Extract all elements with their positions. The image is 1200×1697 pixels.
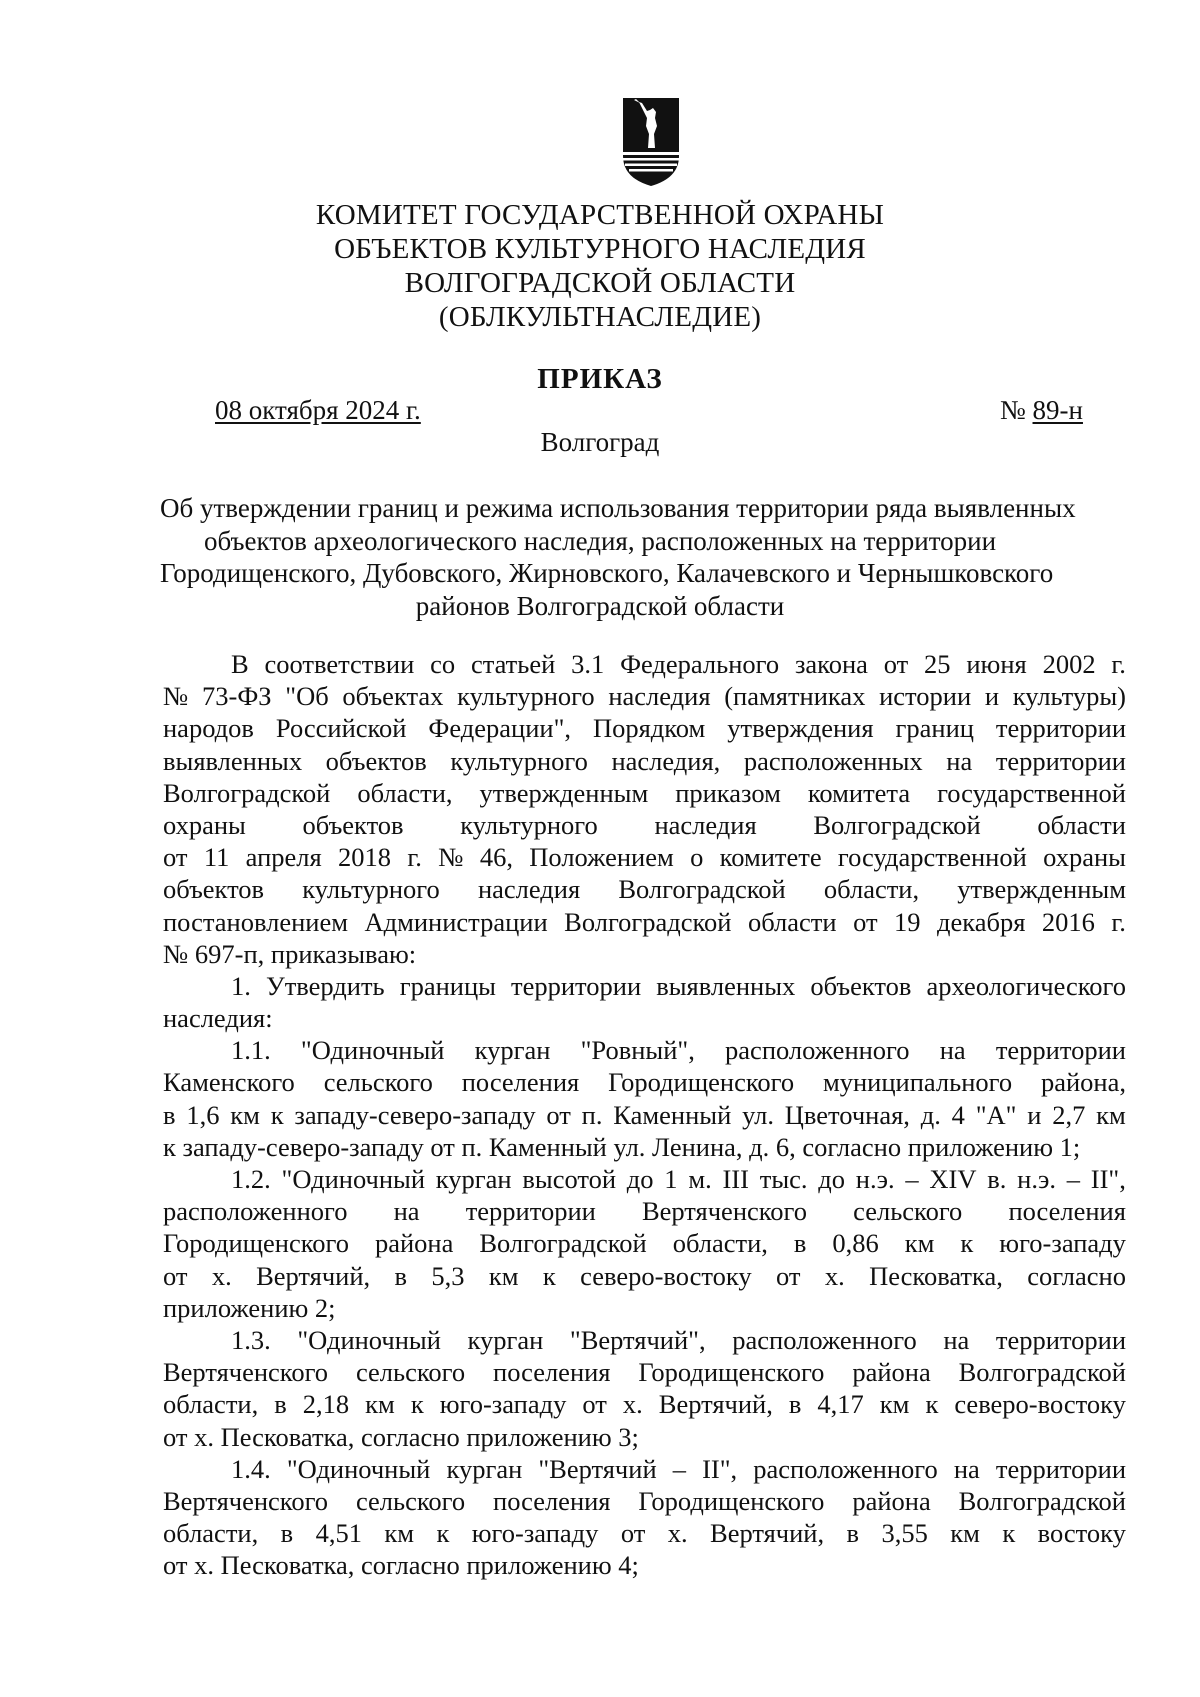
body-word: сельского	[355, 1357, 466, 1388]
body-word: наследия	[477, 874, 581, 905]
body-word: юго-западу	[471, 1518, 599, 1549]
body-line	[163, 906, 1126, 938]
body-word: "Одиночный	[286, 1453, 431, 1484]
body-word: 2002	[1042, 649, 1096, 679]
body-word: на	[953, 1453, 980, 1484]
body-word: объектов	[325, 745, 427, 776]
body-word: В	[231, 649, 249, 679]
body-word: 4	[951, 1099, 965, 1130]
body-word: закона	[794, 649, 868, 679]
body-word: о	[690, 842, 704, 873]
body-line	[163, 809, 1126, 841]
body-word: территории	[995, 713, 1126, 744]
body-word: ул.	[742, 1099, 774, 1130]
body-word: территории	[465, 1196, 596, 1227]
org-line: ОБЪЕКТОВ КУЛЬТУРНОГО НАСЛЕДИЯ	[334, 233, 866, 265]
body-word: комитете	[719, 842, 822, 873]
body-word: поселения	[493, 1357, 611, 1388]
body-word: выявленных	[163, 745, 303, 776]
body-word: –	[905, 1164, 919, 1194]
body-word: в	[163, 1099, 176, 1130]
body-word: к	[925, 1389, 939, 1420]
org-line: (ОБЛКУЛЬТНАСЛЕДИЕ)	[438, 301, 762, 333]
body-word: наследия	[608, 681, 711, 712]
body-word: п.	[581, 1099, 603, 1130]
body-word: н.э.	[1017, 1164, 1056, 1194]
body-word: 19	[894, 906, 921, 937]
body-word: к	[270, 1099, 284, 1130]
body-line	[163, 1099, 1126, 1131]
number-prefix: №	[1000, 395, 1033, 425]
body-word: статьей	[470, 649, 556, 679]
body-word: согласно	[1027, 1260, 1126, 1291]
body-word: территории	[511, 970, 642, 1001]
body-word: "Одиночный	[300, 1035, 445, 1066]
body-word: д.	[920, 1099, 941, 1130]
body-word: Волгоградской	[163, 777, 331, 808]
body-word: Песковатка,	[869, 1260, 1003, 1291]
body-word: района	[852, 1485, 931, 1516]
document-number	[1000, 394, 1083, 426]
body-word: Волгоградской	[618, 874, 786, 905]
body-word: г.	[1111, 649, 1126, 679]
body-word: объектов	[810, 970, 912, 1001]
body-word: на	[946, 745, 973, 776]
body-word: области	[1037, 809, 1126, 840]
body-word: км	[384, 1518, 415, 1549]
body-word: курган	[467, 1324, 544, 1355]
body-word: на	[393, 1196, 420, 1227]
body-word: государственной	[837, 842, 1027, 873]
body-word: до	[626, 1164, 654, 1194]
body-word: х.	[667, 1518, 688, 1549]
body-word: востоку	[1037, 1518, 1126, 1549]
body-word: 0,86	[832, 1228, 879, 1259]
body-word: высотой	[522, 1164, 617, 1194]
body-word: к	[436, 1518, 450, 1549]
body-word: тыс.	[759, 1164, 808, 1194]
body-word: от	[546, 1099, 571, 1130]
body-word: Цветочная,	[784, 1099, 910, 1130]
body-word: м.	[688, 1164, 712, 1194]
body-word: западу-северо-западу	[294, 1099, 536, 1130]
body-word: апреля	[245, 842, 322, 873]
body-word: Городищенского	[638, 1357, 825, 1388]
subject-line: Городищенского, Дубовского, Жирновского, Калачевского и Чернышковского	[160, 558, 1054, 588]
body-word: объектов	[302, 809, 404, 840]
body-word: 1.3.	[231, 1324, 271, 1355]
body-line	[163, 1356, 1126, 1388]
body-word: Положением	[529, 842, 674, 873]
body-word: расположенного	[725, 1035, 910, 1066]
body-word: –	[1066, 1164, 1080, 1194]
body-word: области,	[163, 1518, 259, 1549]
body-word: комитета	[807, 777, 911, 808]
body-word: границ	[895, 713, 974, 744]
body-word: к	[542, 1260, 556, 1291]
body-word: приказом	[675, 777, 781, 808]
body-word: района	[374, 1228, 454, 1259]
body-line: наследия:	[163, 1003, 273, 1034]
body-word: 5,3	[431, 1260, 465, 1291]
body-word: утверждения	[727, 713, 874, 744]
body-word: территории	[995, 745, 1126, 776]
body-word: Порядком	[592, 713, 706, 744]
body-word: Вертячий,	[658, 1389, 773, 1420]
body-word: истории	[879, 681, 972, 712]
body-word: Волгоградской	[564, 906, 732, 937]
body-word: 1.	[231, 970, 251, 1001]
body-word: сельского	[355, 1485, 466, 1516]
body-word: Волгоградской	[958, 1357, 1126, 1388]
body-word: расположенного	[163, 1196, 348, 1227]
body-word: расположенного	[753, 1453, 938, 1484]
body-word: северо-востоку	[580, 1260, 752, 1291]
body-word: к	[960, 1228, 974, 1259]
body-word: н.э.	[855, 1164, 895, 1194]
body-word: –	[672, 1453, 686, 1484]
body-word: области,	[672, 1228, 768, 1259]
body-word: охраны	[1043, 842, 1126, 873]
body-word: Российской	[275, 713, 407, 744]
number-value: 89-н	[1032, 395, 1083, 425]
body-word: 2,7	[1052, 1099, 1086, 1130]
body-word: км	[488, 1260, 519, 1291]
body-line	[163, 873, 1126, 905]
org-line: ВОЛГОГРАДСКОЙ ОБЛАСТИ	[404, 267, 796, 299]
body-word: июня	[966, 649, 1027, 679]
body-word: "Вертячий",	[569, 1324, 706, 1355]
body-word: Вертяченского	[163, 1357, 329, 1388]
body-word: муниципального	[822, 1067, 1013, 1098]
body-word: расположенного	[732, 1324, 917, 1355]
body-line	[163, 970, 1126, 1002]
body-word: г.	[407, 842, 422, 873]
body-word: Волгоградской	[479, 1228, 647, 1259]
body-word: области,	[823, 874, 920, 905]
body-word: поселения	[461, 1067, 580, 1098]
body-word: народов	[163, 713, 254, 744]
body-word: Утвердить	[265, 970, 385, 1001]
body-word: км	[879, 1389, 910, 1420]
body-word: XIV	[929, 1164, 977, 1194]
body-word: 46,	[479, 842, 513, 873]
body-word: района	[852, 1357, 931, 1388]
body-word: территории	[995, 1035, 1126, 1066]
body-line	[163, 1195, 1126, 1227]
body-line	[163, 1066, 1126, 1098]
body-word: 3,55	[881, 1518, 928, 1549]
body-word: области	[747, 906, 837, 937]
body-word: юго-западу	[439, 1389, 567, 1420]
body-word: 2018	[338, 842, 392, 873]
body-word: культурного	[450, 745, 588, 776]
body-word: 1.1.	[231, 1035, 271, 1066]
body-word: км	[904, 1228, 935, 1259]
body-word: от	[163, 1260, 188, 1291]
body-word: в	[394, 1260, 408, 1291]
document-city: Волгоград	[540, 427, 660, 457]
body-word: курган	[474, 1035, 551, 1066]
body-word: Городищенского	[163, 1228, 349, 1259]
body-word: территории	[995, 1324, 1126, 1355]
body-line	[163, 1163, 1126, 1195]
body-line	[163, 712, 1126, 744]
body-word: на	[939, 1035, 966, 1066]
body-word: территории	[995, 1453, 1126, 1484]
body-word: в	[280, 1518, 294, 1549]
subject-line: Об утверждении границ и режима использования территории ряда выявленных	[160, 493, 1076, 523]
body-line	[163, 1260, 1126, 1292]
body-word: и	[1027, 1099, 1042, 1130]
body-word: расположенных	[743, 745, 923, 776]
document-type: ПРИКАЗ	[537, 363, 663, 395]
body-line	[163, 777, 1126, 809]
body-line: приложению 2;	[163, 1292, 336, 1323]
body-line	[163, 648, 1126, 680]
body-word: 1	[664, 1164, 678, 1194]
body-word: декабря	[937, 906, 1026, 937]
body-line	[163, 1388, 1126, 1420]
body-word: Вертячий,	[710, 1518, 825, 1549]
subject-line: районов Волгоградской области	[415, 590, 785, 621]
body-word: утвержденным	[957, 874, 1126, 905]
body-line: от х. Песковатка, согласно приложению 3;	[163, 1421, 639, 1452]
body-word: км	[365, 1389, 395, 1420]
body-line: от х. Песковатка, согласно приложению 4;	[163, 1550, 639, 1581]
body-word: от	[163, 842, 188, 873]
body-line	[163, 841, 1126, 873]
body-word: II",	[702, 1453, 738, 1484]
body-word: Волгоградской	[958, 1485, 1126, 1516]
body-word: объектов	[163, 874, 265, 905]
body-word: выявленных	[656, 970, 796, 1001]
body-word: "Вертячий	[538, 1453, 657, 1484]
body-word: наследия	[654, 809, 757, 840]
body-word: 2016	[1041, 906, 1095, 937]
body-word: Вертячий,	[256, 1260, 371, 1291]
body-word: сельского	[323, 1067, 433, 1098]
body-word: к	[410, 1389, 424, 1420]
body-word: утвержденным	[479, 777, 649, 808]
body-word: Администрации	[364, 906, 548, 937]
body-word: археологического	[926, 970, 1126, 1001]
body-word: культурного	[457, 681, 595, 712]
body-word: 4,51	[315, 1518, 362, 1549]
body-line	[163, 1034, 1126, 1066]
body-word: "А"	[975, 1099, 1017, 1130]
body-word: (памятниках	[724, 681, 866, 712]
body-word: от	[853, 906, 878, 937]
body-word: Федерального	[620, 649, 780, 679]
body-word: х.	[622, 1389, 643, 1420]
body-word: в	[274, 1389, 287, 1420]
body-word: юго-западу	[999, 1228, 1126, 1259]
body-line	[163, 1517, 1126, 1549]
body-word: и	[984, 681, 1000, 712]
body-word: 4,17	[817, 1389, 864, 1420]
body-word: объектах	[342, 681, 444, 712]
body-word: 1.2.	[231, 1164, 271, 1194]
body-line: к западу-северо-западу от п. Каменный ул. Ленина, д. 6, согласно приложению 1;	[163, 1131, 1081, 1162]
body-word: "Об	[285, 681, 329, 712]
body-word: г.	[1111, 906, 1126, 937]
body-word: "Одиночный	[297, 1324, 441, 1355]
body-word: культурного	[460, 809, 598, 840]
body-word: от	[620, 1518, 646, 1549]
body-word: II",	[1090, 1164, 1126, 1194]
body-word: области,	[357, 777, 453, 808]
body-line	[163, 1453, 1126, 1485]
body-word: сельского	[853, 1196, 963, 1227]
body-word: км	[1096, 1099, 1126, 1130]
body-word: поселения	[493, 1485, 611, 1516]
body-word: со	[430, 649, 456, 679]
subject-line: объектов археологического наследия, расположенных на территории	[203, 525, 997, 556]
body-word: от	[582, 1389, 607, 1420]
body-word: 1,6	[186, 1099, 220, 1130]
body-word: государственной	[937, 777, 1126, 808]
body-line	[163, 680, 1126, 712]
body-word: Вертяченского	[641, 1196, 807, 1227]
body-word: Каменского	[163, 1067, 295, 1098]
body-line	[163, 745, 1126, 777]
body-word: 11	[203, 842, 230, 873]
body-word: 73-ФЗ	[202, 681, 272, 712]
body-word: х.	[211, 1260, 232, 1291]
emblem-icon	[620, 96, 682, 188]
body-word: х.	[824, 1260, 845, 1291]
body-word: Федерации",	[428, 713, 572, 744]
body-word: км	[950, 1518, 980, 1549]
body-word: 1.4.	[231, 1453, 271, 1484]
body-word: в	[846, 1518, 860, 1549]
body-word: культуры)	[1012, 681, 1126, 712]
document-subject	[160, 492, 1076, 622]
document-body	[163, 648, 1126, 1581]
body-word: Волгоградской	[813, 809, 981, 840]
body-word: от	[776, 1260, 801, 1291]
body-word: км	[230, 1099, 260, 1130]
org-line: КОМИТЕТ ГОСУДАРСТВЕННОЙ ОХРАНЫ	[315, 199, 885, 231]
body-word: соответствии	[264, 649, 415, 679]
body-word: от	[883, 649, 909, 679]
body-word: "Ровный",	[580, 1035, 695, 1066]
document-date: 08 октября 2024 г.	[215, 395, 421, 425]
body-word: охраны	[163, 809, 246, 840]
body-word: Вертяченского	[163, 1485, 329, 1516]
body-word: курган	[435, 1164, 512, 1194]
body-word: до	[818, 1164, 846, 1194]
body-line	[163, 1324, 1126, 1356]
body-word: III	[722, 1164, 749, 1194]
organization-name	[200, 198, 1000, 334]
body-word: в	[793, 1228, 807, 1259]
body-word: поселения	[1008, 1196, 1126, 1227]
body-word: Городищенского	[608, 1067, 795, 1098]
body-line	[163, 1227, 1126, 1259]
body-word: 25	[924, 649, 951, 679]
body-word: Городищенского	[638, 1485, 825, 1516]
body-word: в	[788, 1389, 802, 1420]
body-word: северо-востоку	[954, 1389, 1126, 1420]
body-word: №	[438, 842, 464, 873]
body-word: в.	[987, 1164, 1007, 1194]
body-word: 2,18	[302, 1389, 350, 1420]
body-word: наследия,	[611, 745, 721, 776]
body-word: Каменный	[613, 1099, 732, 1130]
body-word: области,	[163, 1389, 259, 1420]
body-word: на	[943, 1324, 970, 1355]
body-word: района,	[1040, 1067, 1126, 1098]
body-word: 3.1	[571, 649, 605, 679]
body-word: №	[163, 681, 189, 712]
body-line: № 697-п, приказываю:	[163, 938, 417, 969]
body-word: постановлением	[163, 906, 348, 937]
body-word: курган	[446, 1453, 523, 1484]
body-word: культурного	[302, 874, 440, 905]
body-word: границы	[399, 970, 496, 1001]
body-word: "Одиночный	[281, 1164, 426, 1194]
body-word: к	[1002, 1518, 1016, 1549]
body-line	[163, 1485, 1126, 1517]
